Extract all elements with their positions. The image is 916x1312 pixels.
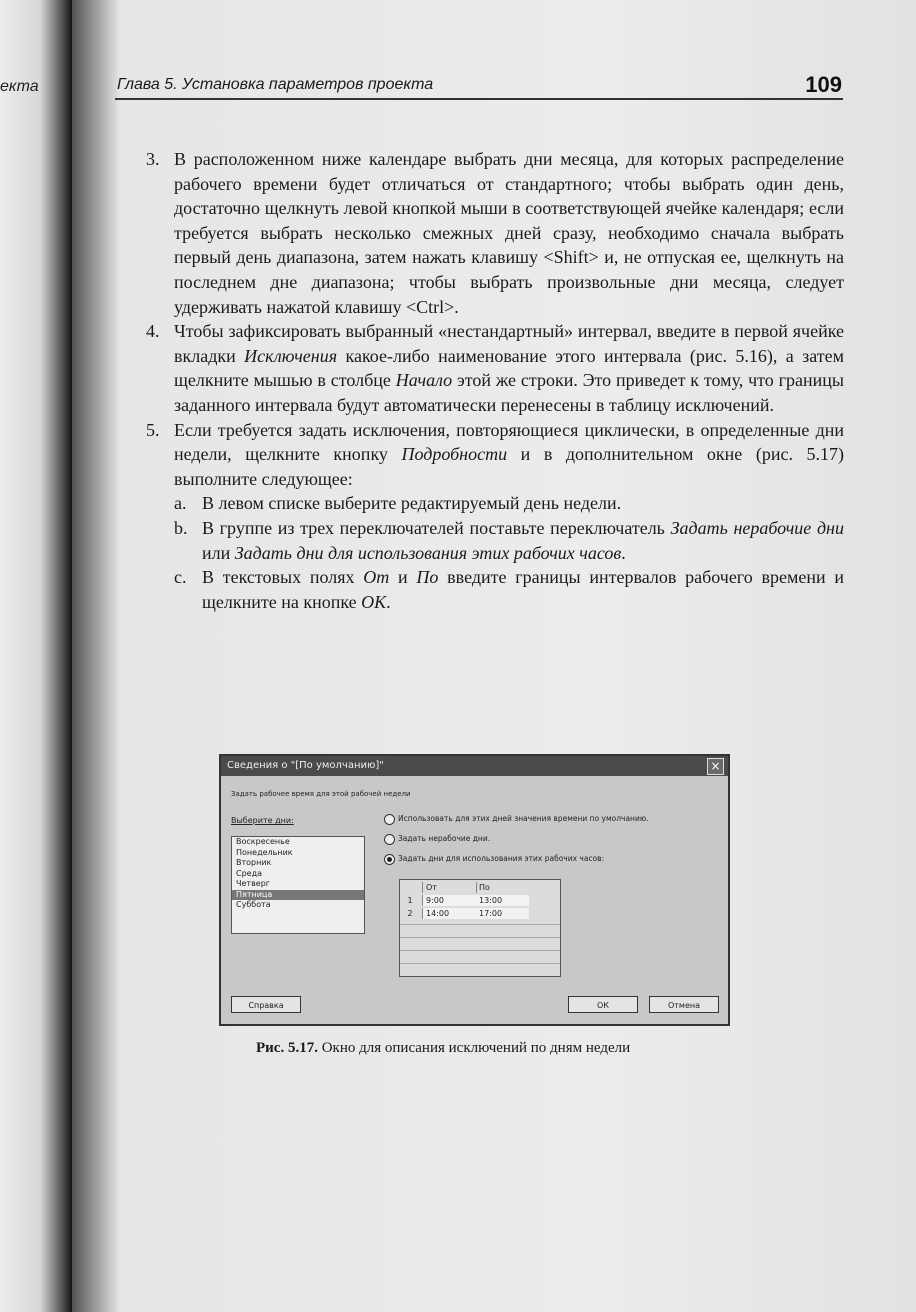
page-number: 109 [805, 72, 842, 97]
dialog-titlebar [221, 756, 728, 776]
grid-divider [400, 963, 560, 964]
table-row [400, 908, 560, 919]
radio-selected-icon[interactable] [384, 854, 395, 865]
caption-label: Рис. 5.17. [256, 1040, 318, 1056]
list-item [146, 147, 844, 319]
italic-term: Начало [395, 370, 453, 391]
item-text: В расположенном ниже календаре выбрать дни месяца, для которых распределение рабочего времени будет отличаться от стандартного; чтобы выбрать один день, достаточно щелкнуть левой кнопкой мыши в соответствующей ячейке календаря; если требуется выбрать несколько смежных дней сразу, необходимо сначала выбрать первый день диапазона, затем нажать клавишу <Shift> и, не отпуская ее, щелкнуть на последнем дне диапазона; чтобы выбрать произвольные дни месяца, следует удерживать нажатой клавишу <Ctrl>. [174, 149, 844, 317]
to-input[interactable]: 17:00 [476, 908, 529, 919]
italic-term: Задать нерабочие дни [670, 517, 844, 538]
list-item [146, 418, 844, 492]
col-to-header: По [479, 883, 490, 892]
caption-text: Окно для описания исключений по дням недели [321, 1040, 631, 1056]
italic-term: Задать дни для использования этих рабочих часов [234, 542, 622, 563]
dialog-title: Сведения о "[По умолчанию]" [227, 760, 384, 771]
sub-item-text: . [621, 542, 626, 563]
running-head: Глава 5. Установка параметров проекта [117, 76, 434, 93]
close-icon[interactable]: × [707, 758, 724, 775]
option-label: Задать нерабочие дни. [398, 834, 491, 843]
list-item [146, 319, 844, 417]
from-input[interactable]: 14:00 [422, 908, 477, 919]
day-option[interactable]: Воскресенье [236, 837, 290, 846]
header-rule [115, 98, 843, 100]
row-index: 1 [407, 896, 413, 905]
days-label: Выберите дни: [231, 816, 294, 825]
sub-item-text: В текстовых полях [202, 567, 364, 588]
day-option[interactable]: Среда [236, 868, 263, 878]
italic-term: Подробности [401, 444, 508, 465]
item-number: 3. [146, 149, 160, 169]
italic-term: От [363, 567, 390, 588]
option-label: Задать дни для использования этих рабочих часов: [398, 854, 605, 863]
sub-item [146, 516, 844, 565]
item-text: Чтобы зафиксировать выбранный «нестандартный» интервал, введите в первой ячейке вкладки [174, 321, 844, 366]
row-index: 2 [407, 909, 413, 918]
sub-item-text: В группе из трех переключателей поставьте переключатель [202, 517, 671, 538]
days-listbox[interactable] [231, 836, 365, 934]
sub-item [146, 565, 844, 614]
col-from-header: От [422, 882, 477, 893]
radio-icon[interactable] [384, 834, 395, 845]
to-input[interactable]: 13:00 [476, 895, 529, 906]
item-text: Если требуется задать исключения, повторяющиеся циклически, в определенные дни недели, щелкните кнопку [174, 419, 844, 465]
grid-header [400, 882, 560, 893]
item-number: 5. [146, 419, 160, 440]
sub-item-text: и [389, 567, 417, 588]
day-option[interactable]: Суббота [236, 900, 271, 909]
italic-term: Исключения [244, 345, 338, 366]
day-option[interactable]: Четверг [236, 879, 270, 888]
dialog-hint: Задать рабочее время для этой рабочей недели [231, 790, 411, 798]
grid-divider [400, 950, 560, 951]
option-working-hours[interactable] [384, 852, 604, 866]
from-input[interactable]: 9:00 [422, 895, 477, 906]
option-nonworking[interactable] [384, 832, 490, 846]
item-text: какое-либо наименование этого интервала (рис. 5.16), а затем щелкните мышью в столбце [174, 345, 844, 391]
item-text: и в дополнительном окне (рис. 5.17) выполните следующее: [174, 444, 844, 489]
sub-item [146, 491, 844, 516]
item-number: 4. [146, 321, 160, 342]
previous-page-fragment: екта [0, 78, 39, 95]
sub-item-letter: c. [174, 567, 187, 588]
option-label: Использовать для этих дней значения времени по умолчанию. [398, 814, 649, 823]
italic-term: ОК [361, 591, 387, 612]
grid-divider [400, 924, 560, 925]
day-option[interactable]: Пятница [232, 890, 364, 901]
day-option[interactable]: Понедельник [236, 847, 293, 857]
radio-icon[interactable] [384, 814, 395, 825]
sub-item-letter: a. [174, 493, 187, 514]
working-time-grid [399, 879, 561, 977]
sub-item-text: В левом списке выберите редактируемый день недели. [202, 493, 622, 514]
sub-item-text: введите границы интервалов рабочего времени и щелкните на кнопке [202, 567, 845, 612]
sub-item-text: или [202, 542, 235, 563]
sub-item-letter: b. [174, 517, 188, 538]
body-text [146, 147, 844, 614]
help-button[interactable]: Справка [231, 996, 301, 1013]
cancel-button[interactable]: Отмена [649, 996, 719, 1013]
item-text: этой же строки. Это приведет к тому, что границы заданного интервала будут автоматически перенесены в таблицу исключений. [174, 370, 845, 415]
day-option[interactable]: Вторник [236, 858, 272, 867]
ok-button[interactable]: ОК [568, 996, 638, 1013]
figure-caption [256, 1040, 630, 1057]
option-default-time[interactable] [384, 812, 649, 826]
grid-divider [400, 937, 560, 938]
table-row [400, 895, 560, 906]
previous-page-edge [0, 0, 72, 1312]
italic-term: По [416, 567, 439, 588]
sub-item-text: . [386, 591, 391, 612]
details-dialog-figure [219, 754, 730, 1026]
